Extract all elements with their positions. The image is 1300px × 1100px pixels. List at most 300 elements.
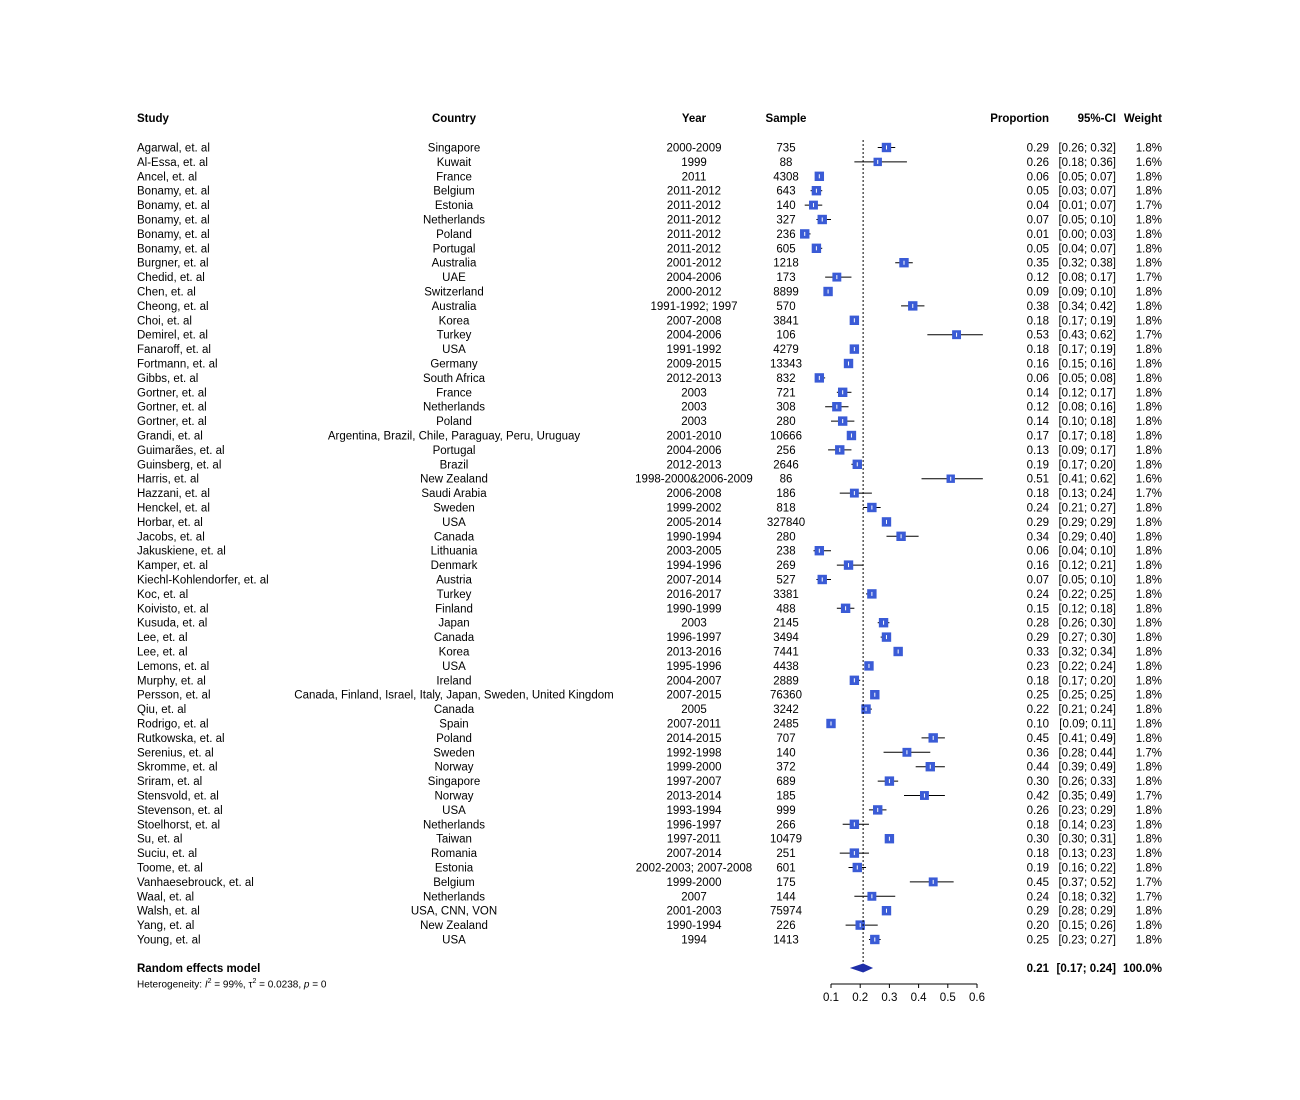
study-name: Qiu, et. al bbox=[137, 704, 187, 717]
study-weight: 1.8% bbox=[1135, 905, 1162, 918]
study-weight: 1.7% bbox=[1135, 891, 1162, 904]
study-name: Suciu, et. al bbox=[137, 848, 198, 861]
study-proportion: 0.12 bbox=[1026, 401, 1049, 414]
study-year: 2011-2012 bbox=[666, 243, 722, 256]
study-sample: 605 bbox=[776, 243, 796, 256]
study-weight: 1.8% bbox=[1135, 358, 1162, 371]
header-proportion: Proportion bbox=[990, 113, 1049, 125]
study-ci: [0.23; 0.27] bbox=[1058, 934, 1116, 947]
study-year: 1993-1994 bbox=[666, 804, 722, 817]
study-proportion: 0.33 bbox=[1026, 646, 1049, 659]
study-weight: 1.8% bbox=[1135, 315, 1162, 328]
study-name: Walsh, et. al bbox=[137, 905, 200, 918]
study-proportion: 0.16 bbox=[1026, 358, 1049, 371]
study-country: Netherlands bbox=[422, 819, 486, 832]
study-row bbox=[137, 719, 1162, 731]
study-name: Yang, et. al bbox=[137, 920, 195, 933]
header-year: Year bbox=[681, 113, 707, 125]
study-ci: [0.15; 0.26] bbox=[1058, 920, 1116, 933]
study-name: Gortner, et. al bbox=[137, 401, 207, 414]
study-year: 2016-2017 bbox=[666, 588, 722, 601]
study-year: 1996-1997 bbox=[666, 632, 722, 645]
study-name: Rodrigo, et. al bbox=[137, 718, 209, 731]
study-sample: 327840 bbox=[766, 516, 806, 529]
study-sample: 1218 bbox=[773, 257, 799, 270]
study-weight: 1.8% bbox=[1135, 545, 1162, 558]
study-proportion: 0.34 bbox=[1026, 531, 1049, 544]
study-country: Canada, Finland, Israel, Italy, Japan, Sweden, United Kingdom bbox=[294, 689, 614, 702]
study-year: 2004-2006 bbox=[666, 329, 722, 342]
study-row bbox=[137, 186, 1162, 198]
study-sample: 144 bbox=[776, 891, 796, 904]
study-weight: 1.8% bbox=[1135, 416, 1162, 429]
study-name: Guimarães, et. al bbox=[137, 444, 225, 457]
study-ci: [0.09; 0.17] bbox=[1058, 444, 1116, 457]
study-year: 2005-2014 bbox=[666, 516, 722, 529]
study-row bbox=[137, 791, 1162, 803]
study-sample: 10666 bbox=[770, 430, 802, 443]
study-name: Young, et. al bbox=[137, 934, 201, 947]
summary-row bbox=[137, 963, 1162, 975]
i2-superscript: 2 bbox=[207, 978, 212, 985]
study-ci: [0.35; 0.49] bbox=[1058, 790, 1116, 803]
study-year: 2004-2006 bbox=[666, 444, 722, 457]
study-sample: 601 bbox=[776, 862, 796, 875]
study-ci: [0.43; 0.62] bbox=[1058, 329, 1116, 342]
study-ci: [0.16; 0.22] bbox=[1058, 862, 1116, 875]
study-ci: [0.30; 0.31] bbox=[1058, 833, 1116, 846]
study-year: 2007-2014 bbox=[666, 848, 722, 861]
study-country: Netherlands bbox=[422, 401, 486, 414]
study-row bbox=[137, 344, 1162, 356]
study-ci: [0.05; 0.10] bbox=[1058, 574, 1116, 587]
study-year: 1994-1996 bbox=[666, 560, 722, 573]
study-row bbox=[137, 503, 1162, 515]
study-proportion: 0.29 bbox=[1026, 632, 1049, 645]
study-country: USA bbox=[442, 516, 466, 529]
study-weight: 1.8% bbox=[1135, 300, 1162, 313]
study-year: 2012-2013 bbox=[666, 459, 722, 472]
study-ci: [0.26; 0.32] bbox=[1058, 142, 1116, 155]
study-year: 2004-2006 bbox=[666, 272, 722, 285]
study-year: 1992-1998 bbox=[666, 747, 722, 760]
study-country: USA bbox=[442, 804, 466, 817]
study-name: Kamper, et. al bbox=[137, 560, 208, 573]
study-sample: 643 bbox=[776, 185, 796, 198]
study-weight: 1.7% bbox=[1135, 790, 1162, 803]
study-country: Ireland bbox=[436, 675, 472, 688]
tau2-superscript: 2 bbox=[252, 978, 257, 985]
study-sample: 2646 bbox=[773, 459, 799, 472]
study-weight: 1.8% bbox=[1135, 848, 1162, 861]
study-weight: 1.8% bbox=[1135, 934, 1162, 947]
study-country: Poland bbox=[436, 732, 472, 745]
study-proportion: 0.35 bbox=[1026, 257, 1049, 270]
study-sample: 721 bbox=[776, 387, 796, 400]
study-proportion: 0.17 bbox=[1026, 430, 1049, 443]
study-row bbox=[137, 762, 1162, 774]
study-proportion: 0.16 bbox=[1026, 560, 1049, 573]
study-weight: 1.8% bbox=[1135, 531, 1162, 544]
study-country: Finland bbox=[435, 603, 473, 616]
study-sample: 280 bbox=[776, 416, 796, 429]
study-proportion: 0.12 bbox=[1026, 272, 1049, 285]
study-name: Lee, et. al bbox=[137, 632, 188, 645]
study-ci: [0.17; 0.19] bbox=[1058, 315, 1116, 328]
study-weight: 1.8% bbox=[1135, 171, 1162, 184]
study-row bbox=[137, 359, 1162, 371]
study-row bbox=[137, 675, 1162, 687]
study-proportion: 0.01 bbox=[1026, 228, 1049, 241]
study-year: 1999-2000 bbox=[666, 761, 722, 774]
study-ci: [0.23; 0.29] bbox=[1058, 804, 1116, 817]
study-proportion: 0.07 bbox=[1026, 214, 1049, 227]
study-year: 2005 bbox=[681, 704, 707, 717]
study-row bbox=[137, 863, 1162, 875]
study-ci: [0.17; 0.20] bbox=[1058, 459, 1116, 472]
study-row bbox=[137, 647, 1162, 659]
study-name: Jakuskiene, et. al bbox=[137, 545, 226, 558]
header-study: Study bbox=[137, 113, 169, 125]
study-proportion: 0.26 bbox=[1026, 804, 1049, 817]
tau2-symbol: τ bbox=[248, 979, 253, 991]
study-country: USA bbox=[442, 660, 466, 673]
study-country: USA, CNN, VON bbox=[410, 905, 498, 918]
study-row bbox=[137, 143, 1162, 155]
study-row bbox=[137, 546, 1162, 558]
study-ci: [0.21; 0.27] bbox=[1058, 502, 1116, 515]
study-proportion: 0.51 bbox=[1026, 473, 1049, 486]
summary-weight: 100.0% bbox=[1122, 963, 1162, 975]
study-year: 2006-2008 bbox=[666, 488, 722, 501]
study-sample: 88 bbox=[779, 156, 793, 169]
study-proportion: 0.07 bbox=[1026, 574, 1049, 587]
study-row bbox=[137, 603, 1162, 615]
study-sample: 266 bbox=[776, 819, 796, 832]
study-weight: 1.8% bbox=[1135, 516, 1162, 529]
i2-value: = 99%, bbox=[211, 979, 249, 991]
study-weight: 1.8% bbox=[1135, 344, 1162, 357]
study-weight: 1.8% bbox=[1135, 588, 1162, 601]
summary-proportion: 0.21 bbox=[1026, 963, 1049, 975]
study-ci: [0.08; 0.17] bbox=[1058, 272, 1116, 285]
het-prefix: Heterogeneity: bbox=[137, 979, 205, 991]
study-year: 1995-1996 bbox=[666, 660, 722, 673]
study-weight: 1.8% bbox=[1135, 689, 1162, 702]
study-ci: [0.12; 0.17] bbox=[1058, 387, 1116, 400]
study-proportion: 0.29 bbox=[1026, 516, 1049, 529]
study-ci: [0.01; 0.07] bbox=[1058, 200, 1116, 213]
study-ci: [0.08; 0.16] bbox=[1058, 401, 1116, 414]
study-country: Belgium bbox=[433, 876, 475, 889]
study-sample: 488 bbox=[776, 603, 796, 616]
study-sample: 13343 bbox=[770, 358, 802, 371]
column-headers bbox=[137, 113, 1162, 125]
study-ci: [0.27; 0.30] bbox=[1058, 632, 1116, 645]
study-proportion: 0.13 bbox=[1026, 444, 1049, 457]
study-year: 1990-1994 bbox=[666, 531, 722, 544]
study-name: Horbar, et. al bbox=[137, 516, 203, 529]
study-year: 2011-2012 bbox=[666, 185, 722, 198]
study-ci: [0.09; 0.11] bbox=[1059, 718, 1116, 731]
study-weight: 1.8% bbox=[1135, 401, 1162, 414]
study-proportion: 0.10 bbox=[1026, 718, 1049, 731]
summary-diamond bbox=[851, 964, 871, 972]
study-row bbox=[137, 431, 1162, 443]
study-proportion: 0.30 bbox=[1026, 776, 1049, 789]
study-year: 1994 bbox=[681, 934, 707, 947]
study-name: Serenius, et. al bbox=[137, 747, 214, 760]
x-axis bbox=[823, 984, 985, 1004]
study-weight: 1.8% bbox=[1135, 862, 1162, 875]
study-name: Toome, et. al bbox=[137, 862, 203, 875]
study-proportion: 0.15 bbox=[1026, 603, 1049, 616]
study-name: Bonamy, et. al bbox=[137, 200, 210, 213]
study-proportion: 0.23 bbox=[1026, 660, 1049, 673]
study-name: Su, et. al bbox=[137, 833, 183, 846]
study-weight: 1.8% bbox=[1135, 804, 1162, 817]
study-ci: [0.22; 0.25] bbox=[1058, 588, 1116, 601]
study-row bbox=[137, 776, 1162, 788]
study-country: Korea bbox=[438, 315, 470, 328]
study-row bbox=[137, 618, 1162, 630]
header-country: Country bbox=[431, 113, 477, 125]
study-country: Korea bbox=[438, 646, 470, 659]
study-year: 2007-2014 bbox=[666, 574, 722, 587]
study-row bbox=[137, 733, 1162, 745]
study-sample: 308 bbox=[776, 401, 796, 414]
study-sample: 707 bbox=[776, 732, 796, 745]
study-name: Bonamy, et. al bbox=[137, 214, 210, 227]
study-year: 2007-2015 bbox=[666, 689, 722, 702]
p-symbol: p bbox=[303, 979, 310, 991]
study-proportion: 0.26 bbox=[1026, 156, 1049, 169]
study-row bbox=[137, 848, 1162, 860]
study-row bbox=[137, 661, 1162, 673]
study-year: 2009-2015 bbox=[666, 358, 722, 371]
study-row bbox=[137, 920, 1162, 932]
study-year: 2003 bbox=[681, 401, 707, 414]
study-name: Gibbs, et. al bbox=[137, 372, 199, 385]
study-sample: 269 bbox=[776, 560, 796, 573]
study-row bbox=[137, 301, 1162, 313]
study-proportion: 0.24 bbox=[1026, 588, 1049, 601]
study-ci: [0.25; 0.25] bbox=[1058, 689, 1116, 702]
study-weight: 1.8% bbox=[1135, 776, 1162, 789]
study-row bbox=[137, 834, 1162, 846]
study-country: Denmark bbox=[430, 560, 478, 573]
summary-ci: [0.17; 0.24] bbox=[1056, 963, 1116, 975]
study-year: 2011-2012 bbox=[666, 200, 722, 213]
study-name: Chen, et. al bbox=[137, 286, 196, 299]
x-tick-label: 0.3 bbox=[881, 992, 898, 1004]
study-sample: 10479 bbox=[770, 833, 802, 846]
study-weight: 1.8% bbox=[1135, 920, 1162, 933]
study-weight: 1.8% bbox=[1135, 660, 1162, 673]
study-name: Burgner, et. al bbox=[137, 257, 209, 270]
study-row bbox=[137, 589, 1162, 601]
study-ci: [0.12; 0.21] bbox=[1058, 560, 1116, 573]
study-weight: 1.7% bbox=[1135, 488, 1162, 501]
study-year: 1991-1992; 1997 bbox=[650, 300, 738, 313]
study-year: 2003 bbox=[681, 617, 707, 630]
study-sample: 76360 bbox=[770, 689, 802, 702]
study-row bbox=[137, 632, 1162, 644]
study-year: 1999-2002 bbox=[666, 502, 722, 515]
study-rows bbox=[137, 143, 1162, 947]
study-proportion: 0.45 bbox=[1026, 876, 1049, 889]
study-country: Taiwan bbox=[436, 833, 472, 846]
study-country: Kuwait bbox=[436, 156, 472, 169]
study-row bbox=[137, 416, 1162, 428]
study-proportion: 0.29 bbox=[1026, 142, 1049, 155]
study-proportion: 0.18 bbox=[1026, 848, 1049, 861]
study-name: Fanaroff, et. al bbox=[137, 344, 211, 357]
study-proportion: 0.14 bbox=[1026, 416, 1049, 429]
study-country: Spain bbox=[439, 718, 469, 731]
study-name: Waal, et. al bbox=[137, 891, 195, 904]
study-row bbox=[137, 488, 1162, 500]
study-row bbox=[137, 819, 1162, 831]
study-ci: [0.41; 0.49] bbox=[1058, 732, 1116, 745]
study-name: Stoelhorst, et. al bbox=[137, 819, 221, 832]
study-ci: [0.13; 0.23] bbox=[1058, 848, 1116, 861]
study-proportion: 0.24 bbox=[1026, 502, 1049, 515]
study-country: Portugal bbox=[432, 444, 476, 457]
study-year: 2007 bbox=[681, 891, 707, 904]
study-sample: 186 bbox=[776, 488, 796, 501]
study-proportion: 0.19 bbox=[1026, 459, 1049, 472]
study-proportion: 0.45 bbox=[1026, 732, 1049, 745]
study-weight: 1.8% bbox=[1135, 502, 1162, 515]
study-ci: [0.32; 0.38] bbox=[1058, 257, 1116, 270]
study-weight: 1.8% bbox=[1135, 228, 1162, 241]
study-year: 2014-2015 bbox=[666, 732, 722, 745]
study-weight: 1.8% bbox=[1135, 430, 1162, 443]
study-sample: 3242 bbox=[773, 704, 799, 717]
study-proportion: 0.18 bbox=[1026, 315, 1049, 328]
study-year: 2001-2003 bbox=[666, 905, 722, 918]
study-row bbox=[137, 373, 1162, 385]
study-name: Bonamy, et. al bbox=[137, 243, 210, 256]
study-weight: 1.8% bbox=[1135, 560, 1162, 573]
study-weight: 1.8% bbox=[1135, 819, 1162, 832]
study-row bbox=[137, 315, 1162, 327]
study-ci: [0.32; 0.34] bbox=[1058, 646, 1116, 659]
study-year: 1999-2000 bbox=[666, 876, 722, 889]
tau2-value: = 0.0238, bbox=[256, 979, 304, 991]
study-row bbox=[137, 459, 1162, 471]
study-name: Koivisto, et. al bbox=[137, 603, 209, 616]
study-proportion: 0.09 bbox=[1026, 286, 1049, 299]
study-row bbox=[137, 215, 1162, 227]
study-weight: 1.8% bbox=[1135, 286, 1162, 299]
study-name: Fortmann, et. al bbox=[137, 358, 218, 371]
study-row bbox=[137, 171, 1162, 183]
study-name: Kusuda, et. al bbox=[137, 617, 208, 630]
study-country: Poland bbox=[436, 416, 472, 429]
study-year: 2003-2005 bbox=[666, 545, 722, 558]
study-proportion: 0.53 bbox=[1026, 329, 1049, 342]
study-sample: 251 bbox=[776, 848, 796, 861]
study-sample: 106 bbox=[776, 329, 796, 342]
study-name: Demirel, et. al bbox=[137, 329, 208, 342]
x-tick-label: 0.4 bbox=[910, 992, 927, 1004]
study-name: Gortner, et. al bbox=[137, 416, 207, 429]
study-sample: 3841 bbox=[773, 315, 799, 328]
study-row bbox=[137, 200, 1162, 212]
study-sample: 175 bbox=[776, 876, 796, 889]
study-ci: [0.18; 0.32] bbox=[1058, 891, 1116, 904]
study-ci: [0.17; 0.18] bbox=[1058, 430, 1116, 443]
study-country: Turkey bbox=[436, 329, 472, 342]
study-year: 1990-1994 bbox=[666, 920, 722, 933]
study-proportion: 0.28 bbox=[1026, 617, 1049, 630]
study-proportion: 0.24 bbox=[1026, 891, 1049, 904]
study-ci: [0.21; 0.24] bbox=[1058, 704, 1116, 717]
study-year: 1998-2000&2006-2009 bbox=[635, 473, 753, 486]
study-name: Jacobs, et. al bbox=[137, 531, 205, 544]
study-proportion: 0.05 bbox=[1026, 185, 1049, 198]
study-sample: 8899 bbox=[773, 286, 799, 299]
study-proportion: 0.05 bbox=[1026, 243, 1049, 256]
study-ci: [0.17; 0.20] bbox=[1058, 675, 1116, 688]
study-name: Lemons, et. al bbox=[137, 660, 210, 673]
study-weight: 1.8% bbox=[1135, 732, 1162, 745]
study-ci: [0.17; 0.19] bbox=[1058, 344, 1116, 357]
study-country: Australia bbox=[431, 300, 477, 313]
study-ci: [0.26; 0.33] bbox=[1058, 776, 1116, 789]
study-name: Gortner, et. al bbox=[137, 387, 207, 400]
study-weight: 1.8% bbox=[1135, 617, 1162, 630]
study-year: 2011-2012 bbox=[666, 228, 722, 241]
study-ci: [0.03; 0.07] bbox=[1058, 185, 1116, 198]
study-proportion: 0.36 bbox=[1026, 747, 1049, 760]
study-sample: 185 bbox=[776, 790, 796, 803]
study-name: Skromme, et. al bbox=[137, 761, 218, 774]
study-country: Austria bbox=[436, 574, 472, 587]
study-row bbox=[137, 330, 1162, 342]
study-proportion: 0.06 bbox=[1026, 171, 1049, 184]
study-proportion: 0.29 bbox=[1026, 905, 1049, 918]
study-weight: 1.7% bbox=[1135, 747, 1162, 760]
x-tick-label: 0.5 bbox=[939, 992, 956, 1004]
study-weight: 1.7% bbox=[1135, 329, 1162, 342]
study-country: Belgium bbox=[433, 185, 475, 198]
study-sample: 238 bbox=[776, 545, 796, 558]
header-ci: 95%-CI bbox=[1077, 113, 1116, 125]
study-row bbox=[137, 272, 1162, 284]
study-row bbox=[137, 877, 1162, 889]
study-name: Hazzani, et. al bbox=[137, 488, 210, 501]
study-weight: 1.8% bbox=[1135, 761, 1162, 774]
study-proportion: 0.38 bbox=[1026, 300, 1049, 313]
study-weight: 1.8% bbox=[1135, 185, 1162, 198]
study-country: Romania bbox=[430, 848, 478, 861]
study-country: USA bbox=[442, 344, 466, 357]
study-country: Estonia bbox=[434, 862, 474, 875]
study-row bbox=[137, 445, 1162, 457]
study-sample: 527 bbox=[776, 574, 796, 587]
study-row bbox=[137, 387, 1162, 399]
study-country: Singapore bbox=[427, 776, 481, 789]
heterogeneity-note bbox=[137, 978, 326, 990]
study-year: 1990-1999 bbox=[666, 603, 722, 616]
study-ci: [0.28; 0.29] bbox=[1058, 905, 1116, 918]
study-year: 1999 bbox=[681, 156, 707, 169]
study-ci: [0.26; 0.30] bbox=[1058, 617, 1116, 630]
study-country: Lithuania bbox=[430, 545, 478, 558]
